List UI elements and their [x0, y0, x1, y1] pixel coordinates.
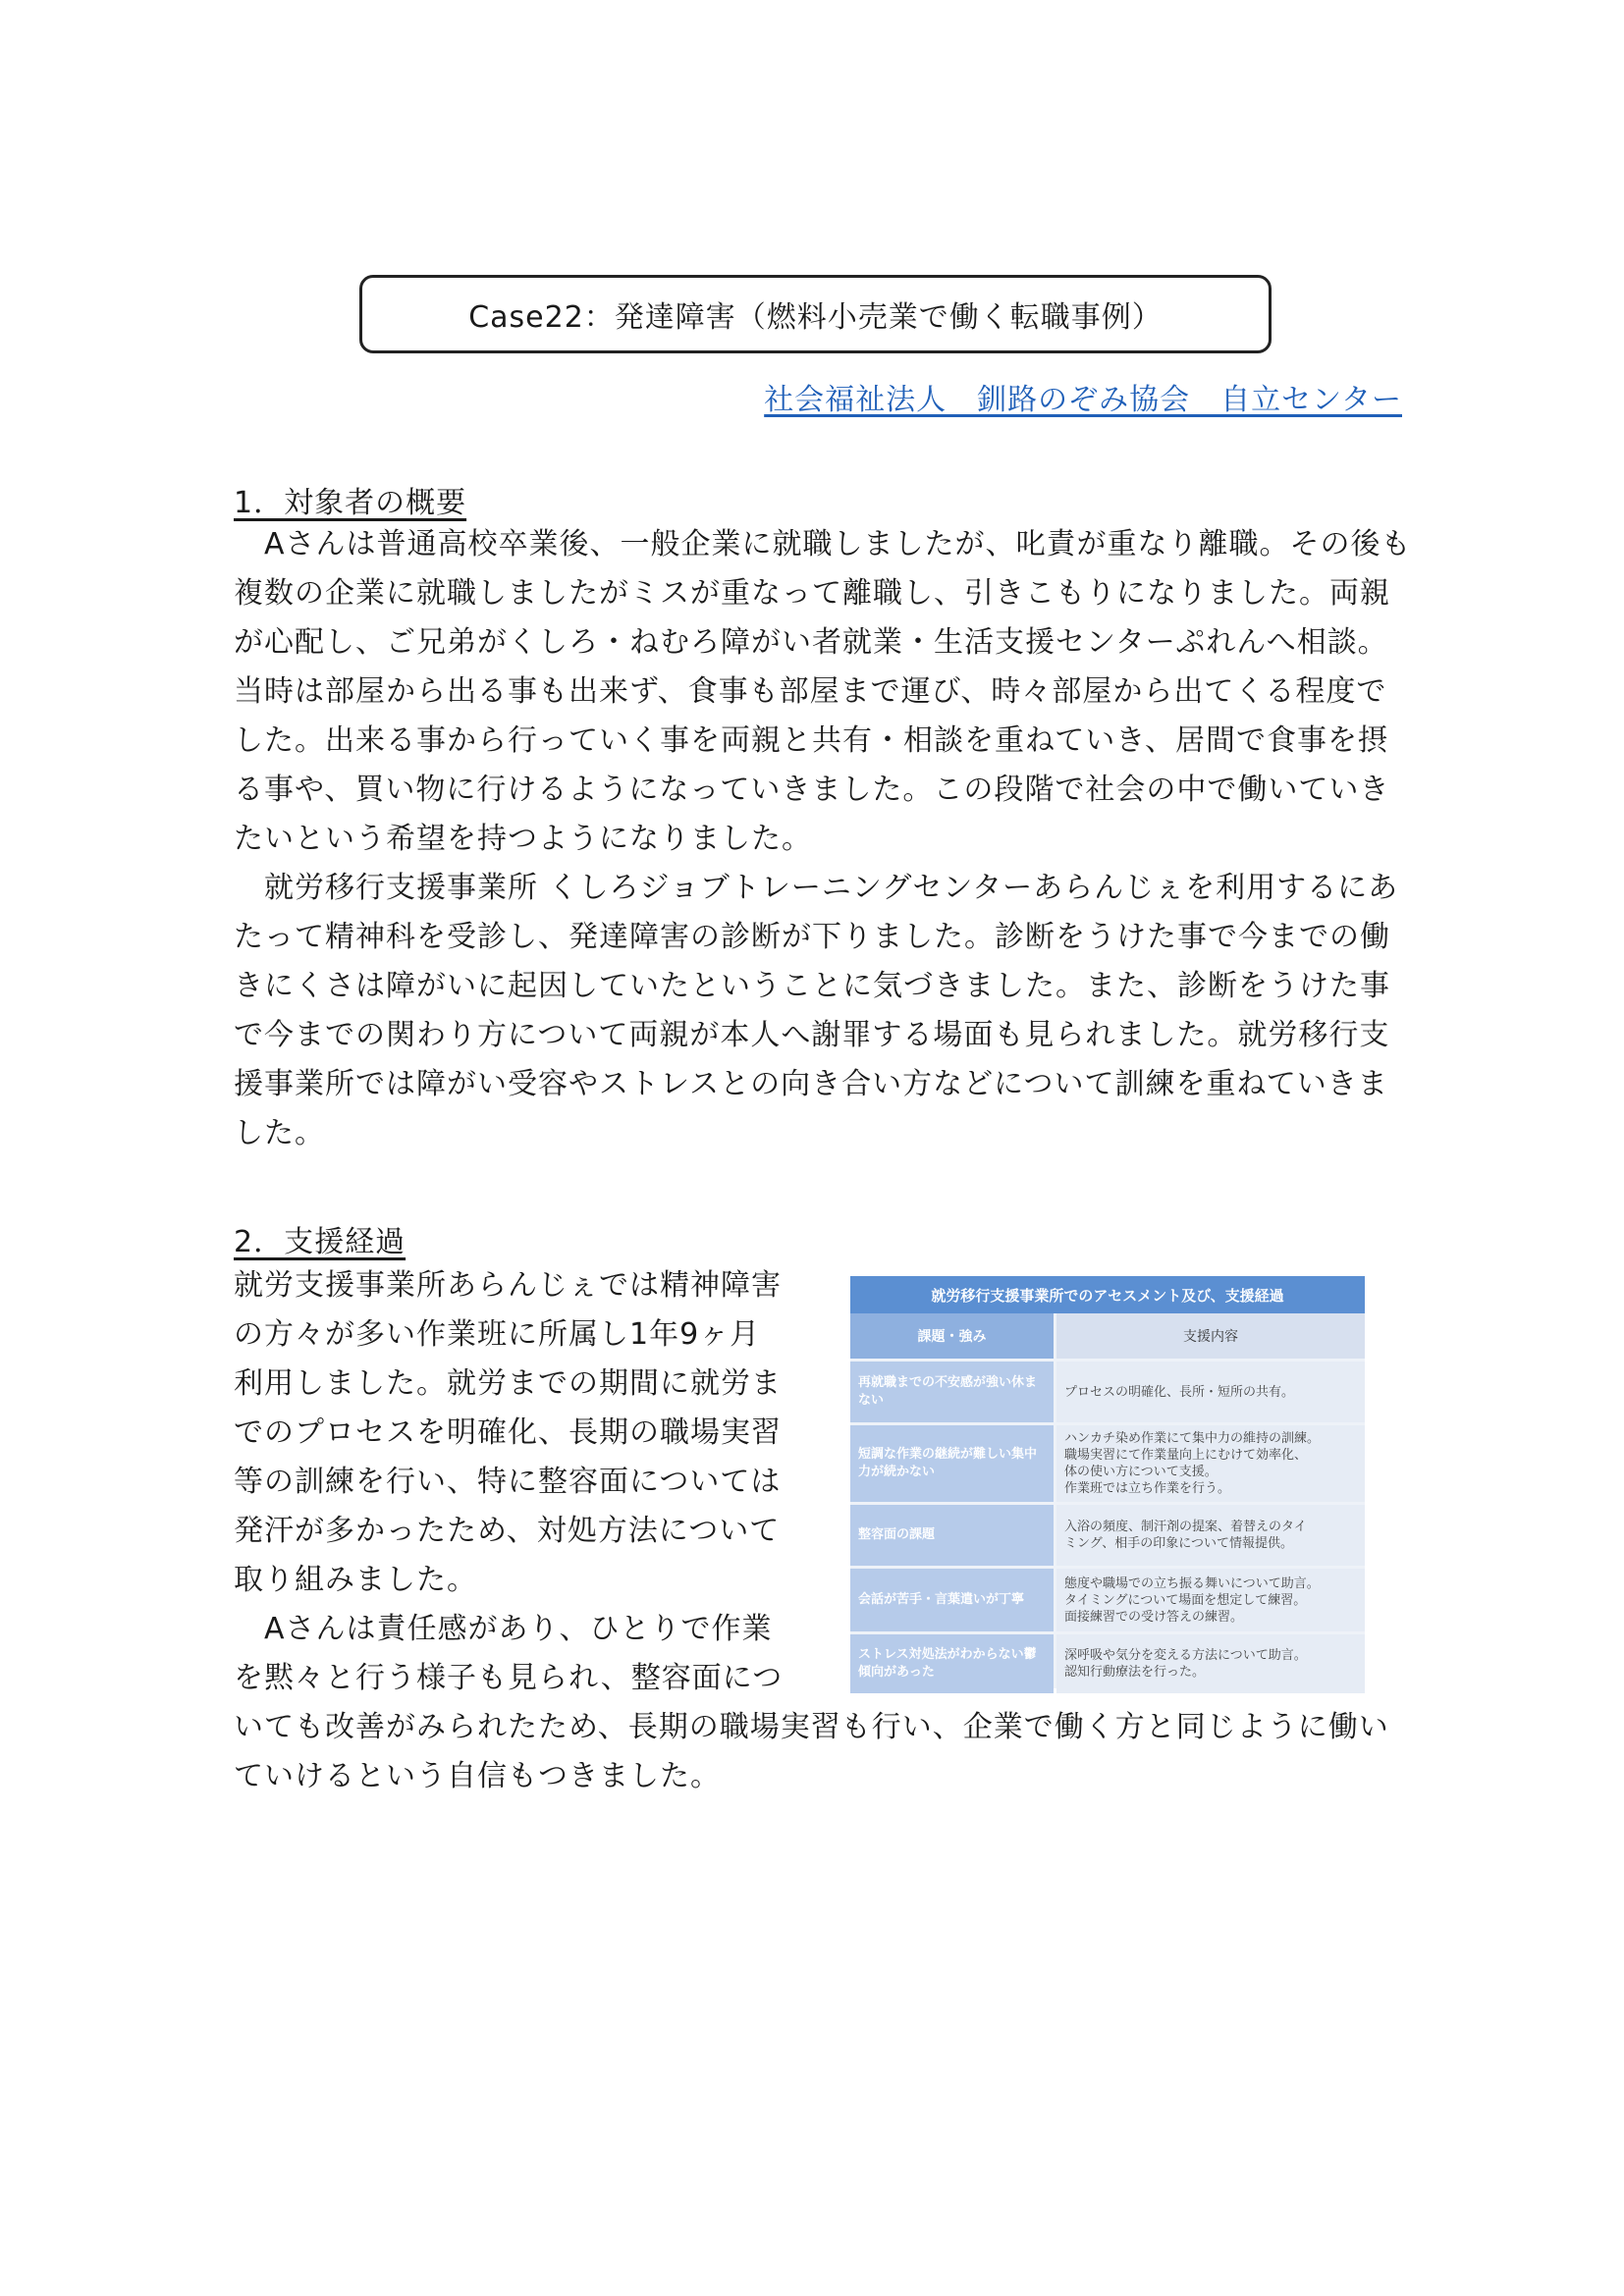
support-line: プロセスの明確化、長所・短所の共有。	[1064, 1384, 1295, 1400]
section1-line: Aさんは普通高校卒業後、一般企業に就職しましたが、叱責が重なり離職。その後も	[234, 527, 1412, 561]
support-line: 面接練習での受け答えの練習。	[1064, 1609, 1244, 1625]
issue-cell: 会話が苦手・言葉遣いが丁寧	[850, 1569, 1054, 1631]
case-title-box	[359, 275, 1272, 353]
support-cell	[1056, 1634, 1365, 1693]
figure-title: 就労移行支援事業所でのアセスメント及び、支援経過	[850, 1276, 1365, 1313]
table-row	[850, 1569, 1365, 1631]
section1-heading: 1．対象者の概要	[234, 486, 467, 520]
support-line: 作業班では立ち作業を行う。	[1064, 1481, 1231, 1496]
section2-line: 等の訓練を行い、特に整容面については	[234, 1465, 782, 1499]
assessment-table-figure	[850, 1276, 1365, 1688]
table-row	[850, 1362, 1365, 1422]
case-title: Case22：発達障害（燃料小売業で働く転職事例）	[468, 300, 1163, 335]
support-line: 入浴の頻度、制汗剤の提案、着替えのタイ	[1064, 1520, 1307, 1534]
support-line: 体の使い方について支援。	[1064, 1465, 1218, 1479]
section1-line: 援事業所では障がい受容やストレスとの向き合い方などについて訓練を重ねていきま	[234, 1067, 1388, 1101]
section2-line: を黙々と行う様子も見られ、整容面につ	[234, 1661, 784, 1695]
section2-line: の方々が多い作業班に所属し1年9ヶ月	[234, 1317, 761, 1352]
support-line: 職場実習にて作業量向上にむけて効率化、	[1064, 1448, 1308, 1463]
figure-col-support-header: 支援内容	[1056, 1313, 1365, 1359]
section1-line: 当時は部屋から出る事も出来ず、食事も部屋まで運び、時々部屋から出てくる程度で	[234, 674, 1387, 709]
section2-heading: 2．支援経過	[234, 1225, 406, 1259]
support-cell	[1056, 1505, 1365, 1566]
section1-line: 就労移行支援事業所 くしろジョブトレーニングセンターあらんじぇを利用するにあ	[234, 871, 1399, 905]
section2-line: Aさんは責任感があり、ひとりで作業	[234, 1612, 773, 1646]
support-line: 態度や職場での立ち振る舞いについて助言。	[1064, 1575, 1320, 1591]
table-row	[850, 1634, 1365, 1693]
support-line: ハンカチ染め作業にて集中力の維持の訓練。	[1064, 1431, 1321, 1446]
support-cell	[1056, 1425, 1365, 1502]
issue-cell: 再就職までの不安感が強い休まない	[850, 1362, 1054, 1422]
table-row	[850, 1505, 1365, 1566]
support-line: 深呼吸や気分を変える方法について助言。	[1064, 1648, 1307, 1663]
section2-line: ていけるという自信もつきました。	[234, 1759, 721, 1793]
table-row	[850, 1425, 1365, 1502]
section1-line: した。出来る事から行っていく事を両親と共有・相談を重ねていき、居間で食事を摂	[234, 723, 1389, 758]
section2-body-wide	[234, 1703, 1402, 1801]
section2-line: 就労支援事業所あらんじぇでは精神障害	[234, 1268, 782, 1303]
figure-header-row	[850, 1313, 1365, 1359]
section2-body-narrow	[234, 1261, 823, 1703]
section1-line: たって精神科を受診し、発達障害の診断が下りました。診断をうけた事で今までの働	[234, 920, 1390, 954]
section2-line: でのプロセスを明確化、長期の職場実習	[234, 1415, 782, 1450]
figure-col-issue-header: 課題・強み	[850, 1313, 1054, 1359]
section1-body	[234, 520, 1412, 1158]
organization-link[interactable]: 社会福祉法人 釧路のぞみ協会 自立センター	[764, 383, 1402, 417]
support-line: 認知行動療法を行った。	[1064, 1665, 1206, 1680]
section1-line: で今までの関わり方について両親が本人へ謝罪する場面も見られました。就労移行支	[234, 1018, 1390, 1052]
support-line: ミング、相手の印象について情報提供。	[1064, 1536, 1293, 1551]
section2-line: 発汗が多かったため、対処方法について	[234, 1514, 781, 1548]
section2-line: 取り組みました。	[234, 1563, 477, 1597]
section1-line: る事や、買い物に行けるようになっていきました。この段階で社会の中で働いていき	[234, 773, 1390, 807]
support-line: タイミングについて場面を想定して練習。	[1064, 1592, 1307, 1608]
issue-cell: 整容面の課題	[850, 1505, 1054, 1566]
section2-line: 利用しました。就労までの期間に就労ま	[234, 1366, 782, 1401]
section2-line: いても改善がみられたため、長期の職場実習も行い、企業で働く方と同じように働い	[234, 1710, 1389, 1744]
section1-line: した。	[234, 1116, 325, 1150]
issue-cell: ストレス対処法がわからない鬱傾向があった	[850, 1634, 1054, 1693]
section1-line: が心配し、ご兄弟がくしろ・ねむろ障がい者就業・生活支援センターぷれんへ相談。	[234, 625, 1388, 660]
section1-line: きにくさは障がいに起因していたということに気づきました。また、診断をうけた事	[234, 969, 1390, 1003]
support-cell	[1056, 1569, 1365, 1631]
section1-line: たいという希望を持つようになりました。	[234, 822, 812, 856]
section1-line: 複数の企業に就職しましたがミスが重なって離職し、引きこもりになりました。両親	[234, 576, 1390, 611]
issue-cell: 短調な作業の継続が難しい集中力が続かない	[850, 1425, 1054, 1502]
support-cell	[1056, 1362, 1365, 1422]
